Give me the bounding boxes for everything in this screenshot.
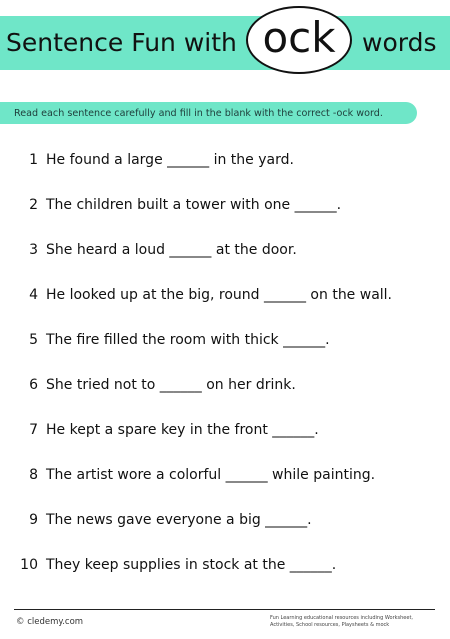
sentence-row	[0, 553, 450, 577]
sentence-number: 8	[29, 467, 38, 483]
sentence-text: He looked up at the big, round ______ on the wall.	[46, 287, 393, 303]
sentence-text: They keep supplies in stock at the ______.	[46, 557, 337, 573]
instruction-text: Read each sentence carefully and fill in the blank with the correct -ock word.	[14, 107, 383, 119]
sentence-text: The artist wore a colorful ______ while painting.	[46, 467, 376, 483]
sentence-number: 6	[29, 377, 38, 393]
instruction-banner	[0, 102, 417, 124]
sentence-text: He kept a spare key in the front ______.	[46, 422, 319, 438]
sentence-number: 10	[20, 557, 38, 573]
footer-description	[270, 615, 440, 629]
sentence-number: 2	[29, 197, 38, 213]
sentence-row	[0, 508, 450, 532]
sentence-number: 3	[29, 242, 38, 258]
sentence-text: He found a large ______ in the yard.	[46, 152, 294, 168]
sentence-text: The fire filled the room with thick ______.	[46, 332, 330, 348]
footer-description-line: Activities, School resources, Playsheets & mock	[270, 622, 390, 628]
page-title-left: Sentence Fun with	[6, 28, 237, 57]
sentence-number: 1	[29, 152, 38, 168]
sentence-text: She tried not to ______ on her drink.	[46, 377, 296, 393]
sentence-row	[0, 283, 450, 307]
sentence-number: 5	[29, 332, 38, 348]
sentence-row	[0, 193, 450, 217]
sentence-number: 9	[29, 512, 38, 528]
page-title-highlight: ock	[262, 13, 336, 62]
sentence-text: The news gave everyone a big ______.	[46, 512, 312, 528]
footer-description-line: Fun Learning educational resources including Worksheet,	[270, 615, 413, 621]
title-highlight-oval	[246, 6, 352, 74]
sentence-number: 7	[29, 422, 38, 438]
sentence-row	[0, 328, 450, 352]
sentence-row	[0, 148, 450, 172]
sentence-text: The children built a tower with one ______.	[46, 197, 342, 213]
sentence-row	[0, 238, 450, 262]
page-title-right: words	[362, 28, 437, 57]
sentence-row	[0, 463, 450, 487]
sentence-number: 4	[29, 287, 38, 303]
footer-site: © cledemy.com	[16, 617, 84, 627]
sentence-row	[0, 418, 450, 442]
sentence-text: She heard a loud ______ at the door.	[46, 242, 297, 258]
sentence-row	[0, 373, 450, 397]
footer-divider	[14, 609, 435, 610]
